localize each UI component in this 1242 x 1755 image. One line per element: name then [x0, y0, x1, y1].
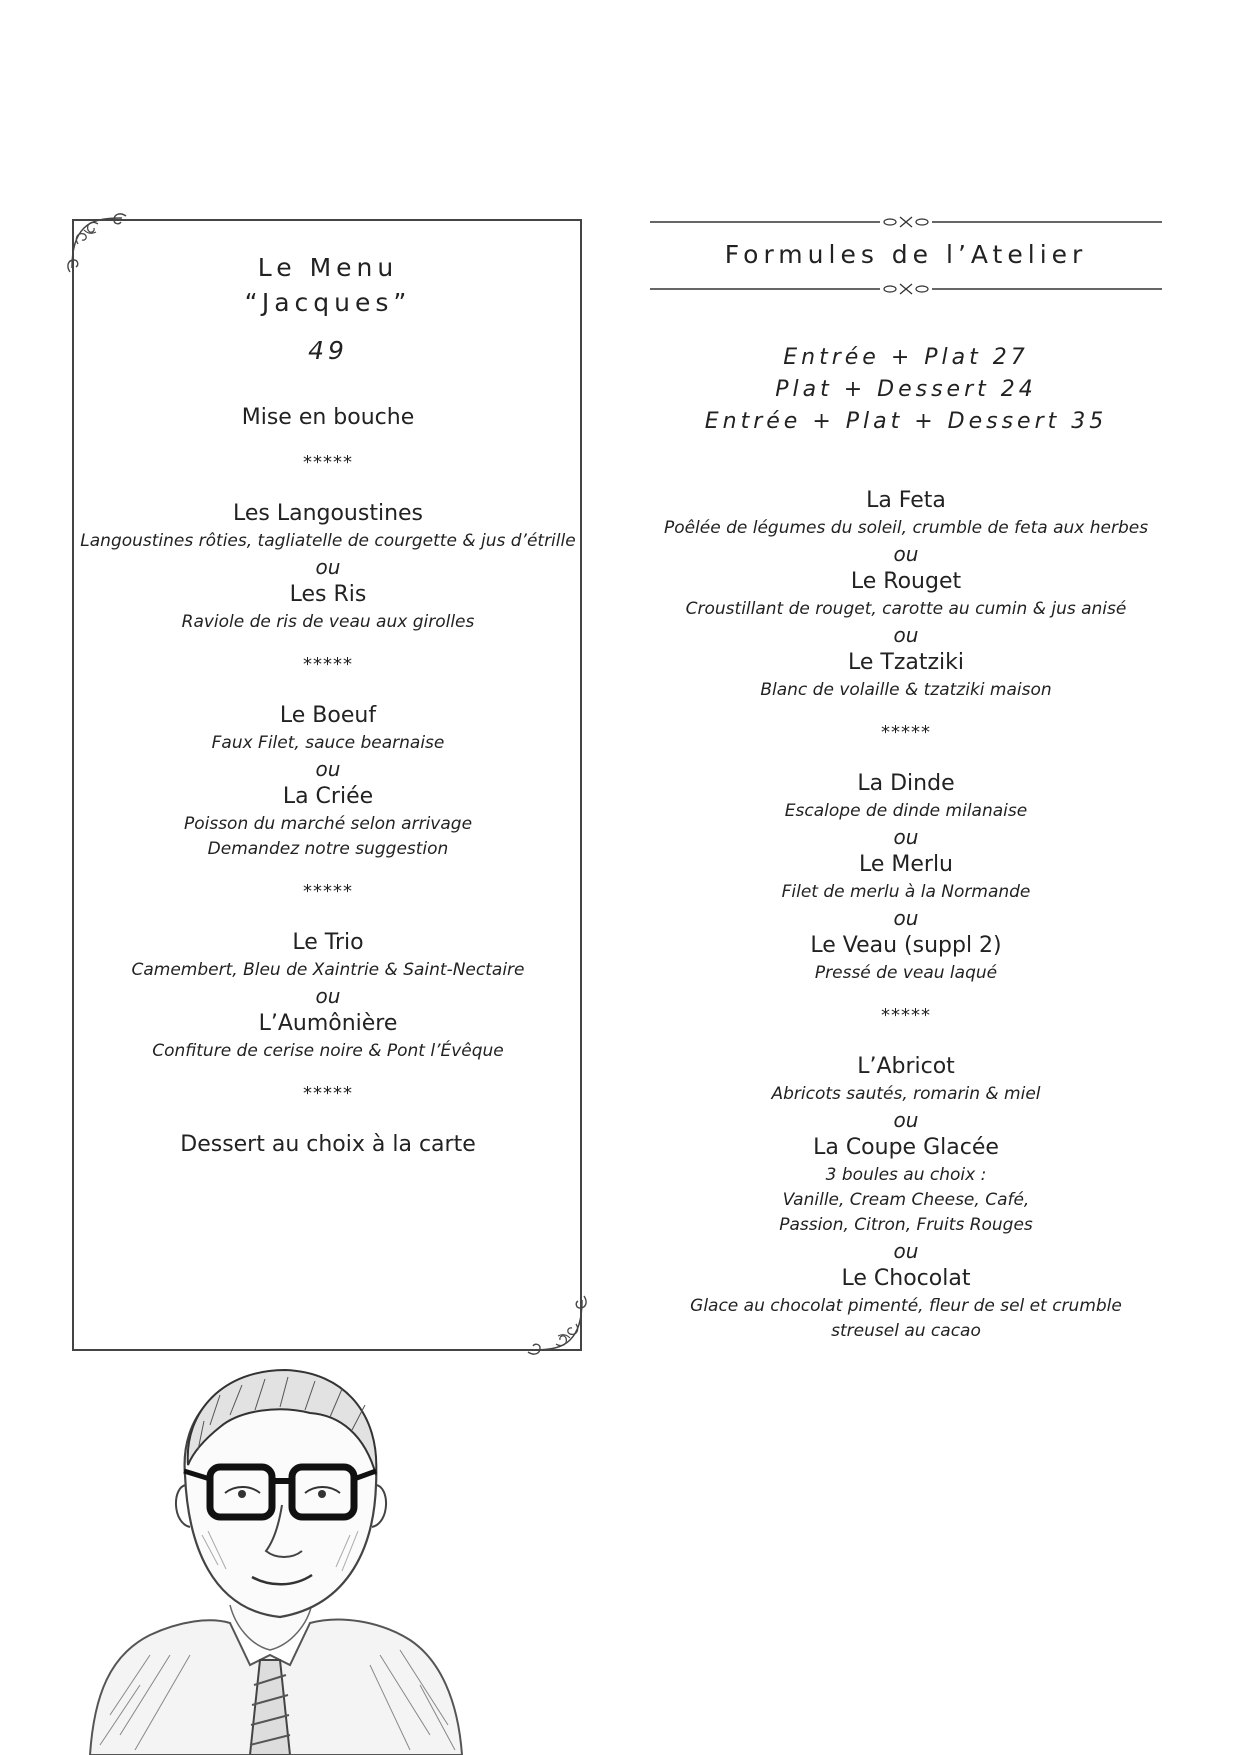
dish-description: Poêlée de légumes du soleil, crumble de feta aux herbes [663, 518, 1149, 538]
dish-name: L’Abricot [857, 1054, 955, 1079]
dessert-line: Dessert au choix à la carte [180, 1132, 476, 1157]
dish-description: Glace au chocolat pimenté, fleur de sel et crumble [690, 1296, 1122, 1316]
dish-description: Pressé de veau laqué [814, 963, 998, 983]
top-divider [650, 215, 1162, 229]
menu-jacques [74, 250, 582, 1160]
dish-name: Le Tzatziki [847, 650, 964, 675]
dish-name: L’Aumônière [258, 1011, 398, 1036]
dish-name: Le Merlu [858, 852, 953, 877]
course-separator: ***** [881, 722, 931, 743]
dish-name: Le Trio [292, 930, 364, 955]
dish-name: La Feta [866, 488, 946, 513]
or-label: ou [893, 542, 919, 566]
formula-price: Entrée + Plat + Dessert 35 [704, 409, 1108, 434]
dish-description: Croustillant de rouget, carotte au cumin & jus anisé [685, 599, 1127, 619]
or-label: ou [315, 984, 341, 1008]
or-label: ou [893, 1239, 919, 1263]
dish-description: Camembert, Bleu de Xaintrie & Saint-Nectaire [131, 960, 525, 980]
dish-name: Le Chocolat [841, 1266, 971, 1291]
bottom-divider [650, 282, 1162, 296]
or-label: ou [315, 757, 341, 781]
or-label: ou [315, 555, 341, 579]
dish-name: La Coupe Glacée [813, 1135, 999, 1160]
amuse-bouche: Mise en bouche [241, 405, 415, 430]
or-label: ou [893, 1108, 919, 1132]
dish-description: Langoustines rôties, tagliatelle de courgette & jus d’étrille [80, 531, 576, 551]
dish-description: Raviole de ris de veau aux girolles [181, 612, 475, 632]
dish-name: Le Rouget [850, 569, 962, 594]
formules-title: Formules de l’Atelier [724, 240, 1088, 269]
course-separator: ***** [303, 881, 353, 902]
dish-name: Les Langoustines [232, 501, 424, 526]
dish-name: Le Boeuf [279, 703, 377, 728]
course-separator: ***** [881, 1005, 931, 1026]
dish-name: Les Ris [289, 582, 367, 607]
dish-description: 3 boules au choix : [825, 1165, 987, 1185]
menu-title: Le Menu [257, 253, 399, 282]
dish-description: Poisson du marché selon arrivage [183, 814, 473, 834]
dish-description: Filet de merlu à la Normande [781, 882, 1031, 902]
dish-name: La Dinde [857, 771, 955, 796]
dish-description: Faux Filet, sauce bearnaise [211, 733, 445, 753]
course-separator: ***** [303, 452, 353, 473]
dish-description: Demandez notre suggestion [207, 839, 449, 859]
formules-section [650, 215, 1162, 1344]
or-label: ou [893, 623, 919, 647]
dish-name: La Criée [282, 784, 374, 809]
formula-price: Plat + Dessert 24 [775, 377, 1037, 402]
course-separator: ***** [303, 654, 353, 675]
dish-description: Confiture de cerise noire & Pont l’Évêque [152, 1041, 504, 1061]
or-label: ou [893, 906, 919, 930]
portrait-sketch [80, 1355, 480, 1755]
or-label: ou [893, 825, 919, 849]
dish-description: streusel au cacao [831, 1321, 981, 1341]
dish-description: Blanc de volaille & tzatziki maison [760, 680, 1052, 700]
dish-description: Abricots sautés, romarin & miel [771, 1084, 1041, 1104]
dish-description: Escalope de dinde milanaise [784, 801, 1028, 821]
dish-description: Passion, Citron, Fruits Rouges [779, 1215, 1033, 1235]
corner-ornament-bottom-right [522, 1290, 592, 1360]
menu-subtitle: “Jacques” [244, 288, 412, 317]
dish-description: Vanille, Cream Cheese, Café, [782, 1190, 1030, 1210]
dish-name: Le Veau (suppl 2) [810, 933, 1002, 958]
menu-price: 49 [308, 336, 348, 365]
course-separator: ***** [303, 1083, 353, 1104]
formula-price: Entrée + Plat 27 [783, 345, 1029, 370]
